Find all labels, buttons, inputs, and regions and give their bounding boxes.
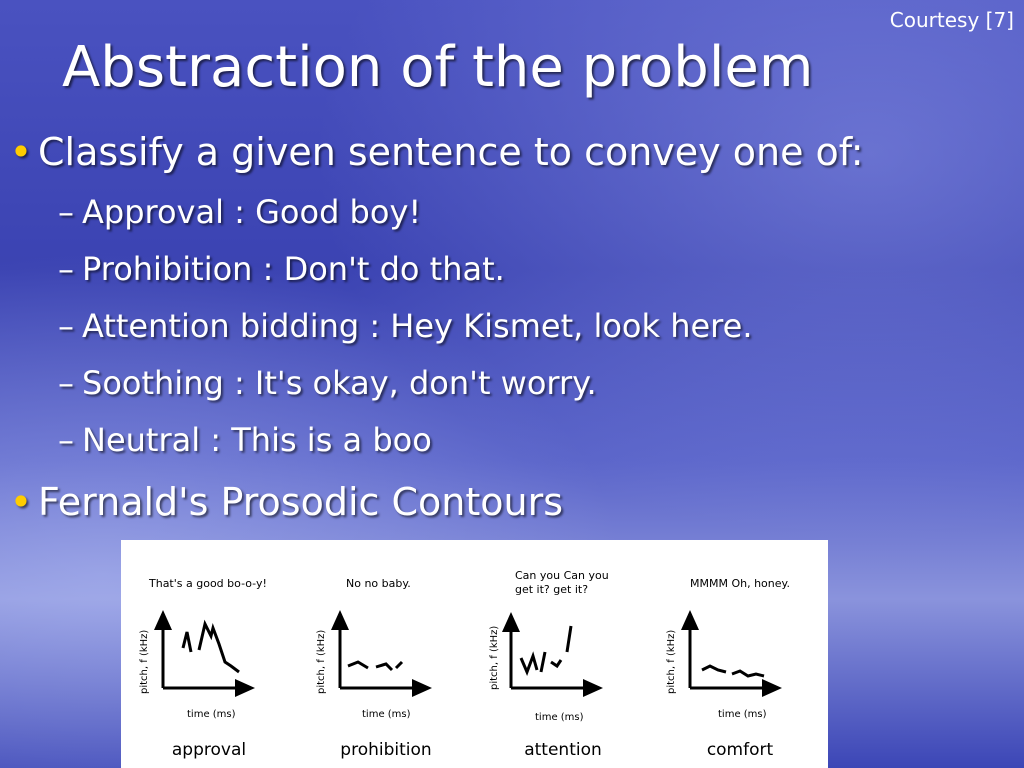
pitch-contour — [702, 666, 764, 676]
subitem-soothing — [50, 364, 597, 402]
subitem-text: Attention bidding : Hey Kismet, look here. — [82, 307, 753, 345]
prosodic-contours-figure — [121, 540, 828, 768]
bullet-text: Fernald's Prosodic Contours — [38, 480, 563, 524]
x-axis-arrow-icon — [762, 679, 782, 697]
panel-caption: prohibition — [340, 740, 432, 760]
bullet-text: Classify a given sentence to convey one of: — [38, 130, 864, 174]
x-axis-label: time (ms) — [362, 709, 411, 720]
subitem-prohibition — [50, 250, 505, 288]
contour-plot — [475, 540, 651, 768]
panel-caption: approval — [171, 740, 247, 760]
pitch-contour — [348, 662, 402, 670]
y-axis-arrow-icon — [154, 610, 172, 630]
y-axis-label: pitch, f (kHz) — [666, 629, 677, 694]
phrase-line: MMMM Oh, honey. — [690, 577, 790, 590]
dash-icon: – — [58, 421, 74, 459]
subitem-attention — [50, 307, 752, 345]
contour-panel-comfort — [652, 540, 828, 768]
y-axis-arrow-icon — [502, 612, 520, 632]
y-axis-label: pitch, f (kHz) — [316, 629, 327, 694]
x-axis-arrow-icon — [412, 679, 432, 697]
bullet-dot-icon: • — [9, 480, 33, 524]
contour-plot — [652, 540, 828, 768]
phrase-line: get it? get it? — [515, 583, 589, 596]
contour-plot — [298, 540, 474, 768]
dash-icon: – — [58, 250, 74, 288]
pitch-contour — [521, 626, 571, 672]
pitch-contour — [183, 624, 239, 672]
dash-icon: – — [58, 307, 74, 345]
y-axis-arrow-icon — [331, 610, 349, 630]
y-axis-label: pitch, f (kHz) — [139, 629, 150, 694]
phrase-line: No no baby. — [346, 577, 411, 590]
subitem-approval — [50, 193, 421, 231]
subitem-text: Neutral : This is a boo — [82, 421, 432, 459]
subitem-text: Soothing : It's okay, don't worry. — [82, 364, 597, 402]
subitem-text: Prohibition : Don't do that. — [82, 250, 505, 288]
x-axis-arrow-icon — [235, 679, 255, 697]
dash-icon: – — [58, 364, 74, 402]
phrase-line: Can you Can you — [515, 569, 609, 582]
contour-panel-attention — [475, 540, 651, 768]
bullet-item-classify — [4, 130, 864, 174]
contour-plot — [121, 540, 297, 768]
x-axis-arrow-icon — [583, 679, 603, 697]
subitem-text: Approval : Good boy! — [82, 193, 422, 231]
phrase-line: That's a good bo-o-y! — [149, 577, 267, 590]
y-axis-arrow-icon — [681, 610, 699, 630]
contour-panel-prohibition — [298, 540, 474, 768]
x-axis-label: time (ms) — [187, 709, 236, 720]
x-axis-label: time (ms) — [535, 712, 584, 723]
subitem-neutral — [50, 421, 432, 459]
courtesy-note: Courtesy [7] — [889, 8, 1014, 32]
panel-caption: comfort — [706, 740, 774, 760]
panel-caption: attention — [524, 740, 602, 760]
bullet-dot-icon: • — [9, 130, 33, 174]
bullet-item-fernald — [4, 480, 563, 524]
y-axis-label: pitch, f (kHz) — [489, 625, 500, 690]
x-axis-label: time (ms) — [718, 709, 767, 720]
dash-icon: – — [58, 193, 74, 231]
slide-title: Abstraction of the problem — [62, 35, 814, 100]
contour-panel-approval — [121, 540, 297, 768]
